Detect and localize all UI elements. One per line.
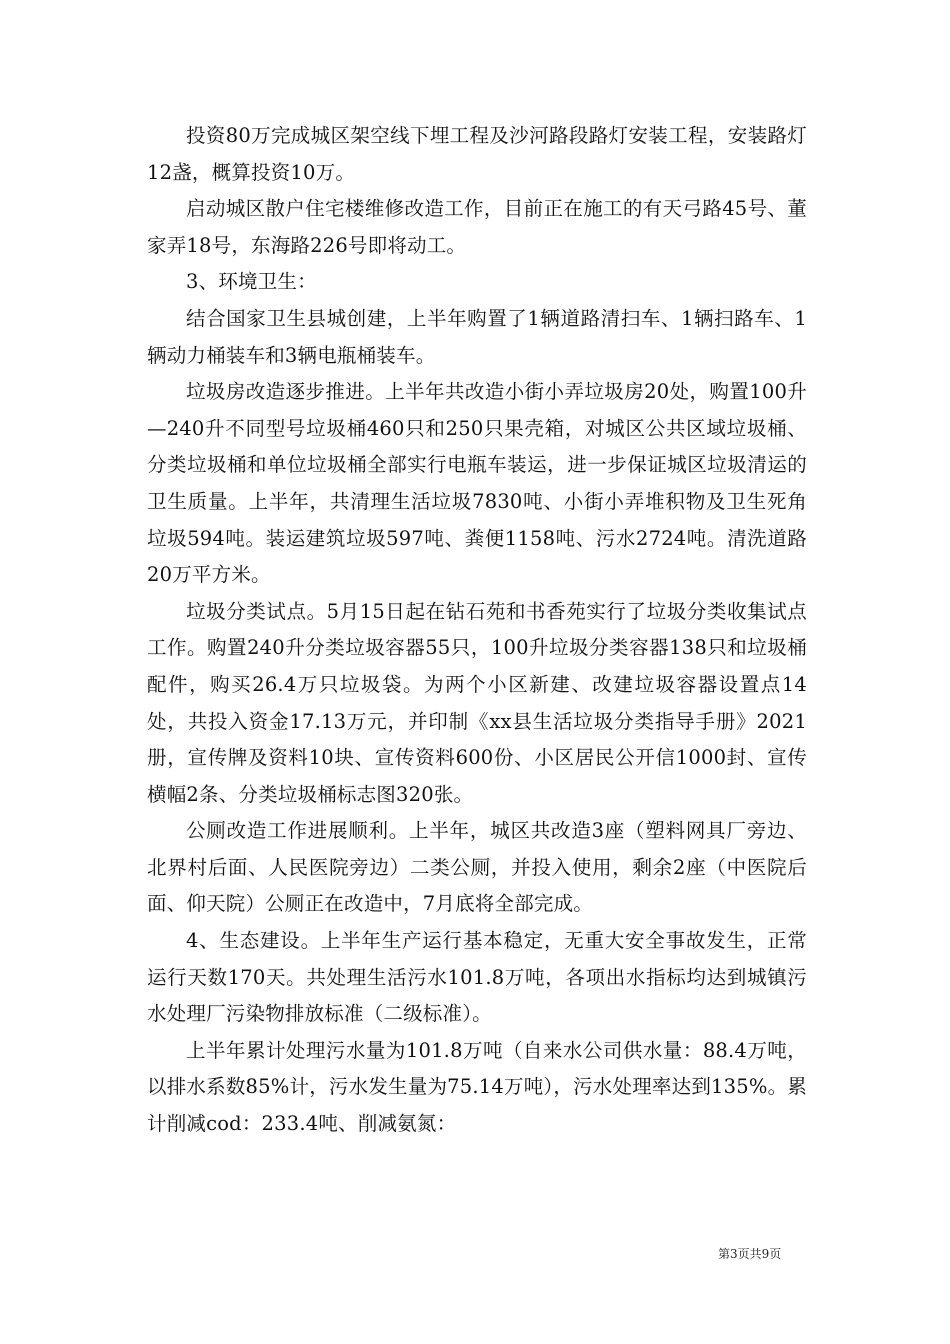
document-body — [147, 118, 807, 1143]
paragraph-public-toilet-renovation: 公厕改造工作进展顺利。上半年，城区共改造3座（塑料网具厂旁边、北界村后面、人民医院旁边）二类公厕，并投入使用，剩余2座（中医院后面、仰天院）公厕正在改造中，7月底将全部完成。 — [147, 819, 807, 916]
paragraph-ecological-construction: 4、生态建设。上半年生产运行基本稳定，无重大安全事故发生，正常运行天数170天。共处理生活污水101.8万吨，各项出水指标均达到城镇污水处理厂污染物排放标准（二级标准）。 — [147, 929, 807, 1026]
paragraph-residential-repair: 启动城区散户住宅楼维修改造工作，目前正在施工的有天弓路45号、董家弄18号，东海路226号即将动工。 — [147, 197, 807, 257]
paragraph-garbage-sorting-pilot: 垃圾分类试点。5月15日起在钻石苑和书香苑实行了垃圾分类收集试点工作。购置240升分类垃圾容器55只，100升垃圾分类容器138只和垃圾桶配件，购买26.4万只垃圾袋。为两个小区新建、改建垃圾容器设置点14处，共投入资金17.13万元，并印制《xx县生活垃圾分类指导手册》2021册，宣传牌及资料10块、宣传资料600份、小区居民公开信1000封、宣传横幅2条、分类垃圾桶标志图320张。 — [147, 599, 807, 806]
page-number-footer: 第3页共9页 — [718, 1247, 782, 1261]
paragraph-street-lighting: 投资80万完成城区架空线下埋工程及沙河路段路灯安装工程，安装路灯12盏，概算投资10万。 — [147, 124, 807, 184]
section-heading-sanitation: 3、环境卫生： — [186, 270, 317, 294]
paragraph-garbage-room-renovation: 垃圾房改造逐步推进。上半年共改造小街小弄垃圾房20处，购置100升—240升不同型号垃圾桶460只和250只果壳箱，对城区公共区域垃圾桶、分类垃圾桶和单位垃圾桶全部实行电瓶车装运，进一步保证城区垃圾清运的卫生质量。上半年，共清理生活垃圾7830吨、小街小弄堆积物及卫生死角垃圾594吨。装运建筑垃圾597吨、粪便1158吨、污水2724吨。清洗道路20万平方米。 — [147, 380, 807, 587]
paragraph-sewage-treatment: 上半年累计处理污水量为101.8万吨（自来水公司供水量：88.4万吨，以排水系数85%计，污水发生量为75.14万吨），污水处理率达到135%。累计削减cod：233.4吨、削减氨氮： — [147, 1038, 807, 1136]
paragraph-sanitation-vehicles: 结合国家卫生县城创建，上半年购置了1辆道路清扫车、1辆扫路车、1辆动力桶装车和3辆电瓶桶装车。 — [147, 306, 807, 367]
